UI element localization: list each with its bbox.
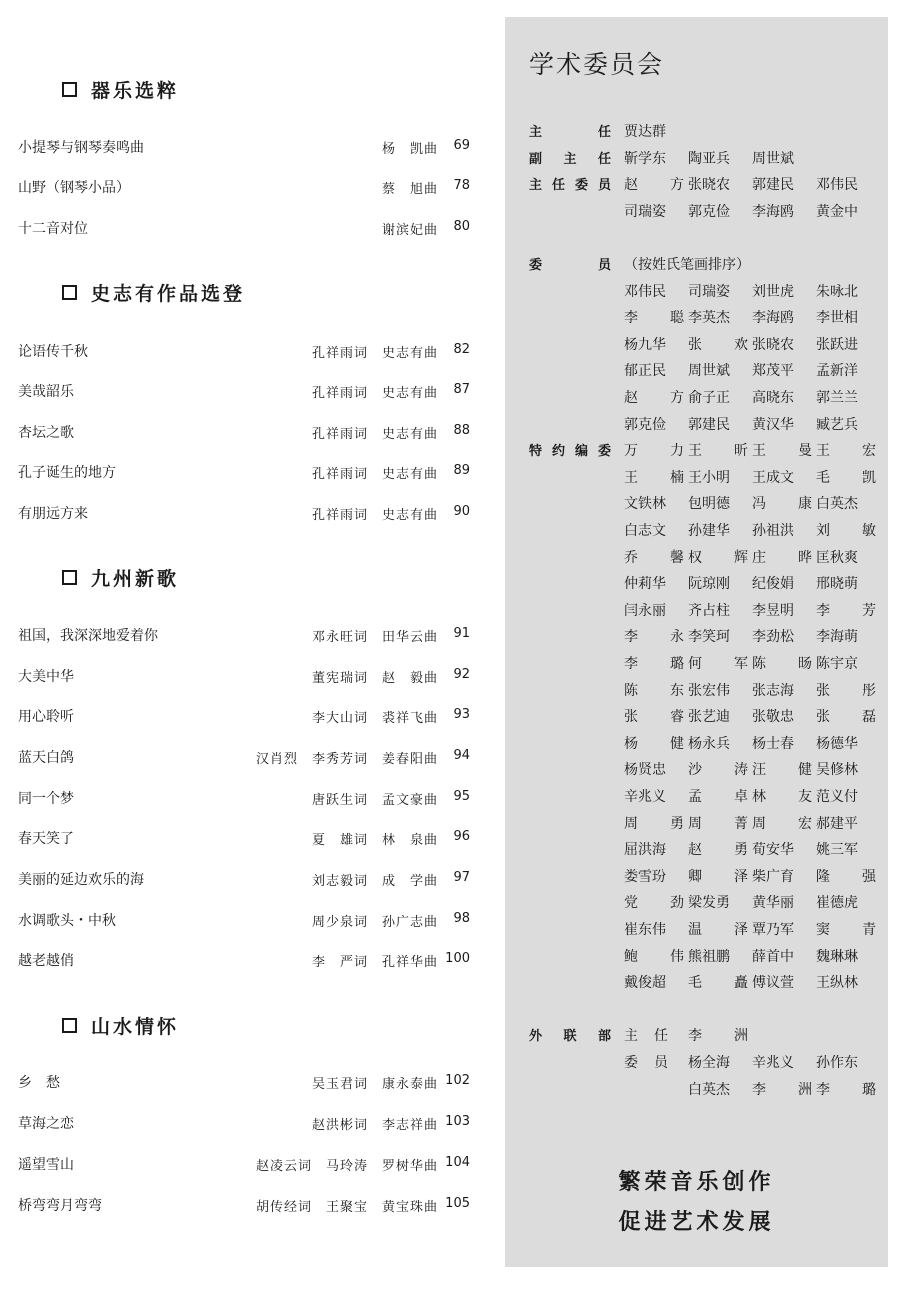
committee-name: 张宏伟 (688, 682, 730, 699)
entry-title: 桥弯弯月弯弯 (18, 1198, 102, 1214)
entry-credit: 蔡 旭曲 (381, 182, 438, 197)
entry-title: 祖国，我深深地爱着你 (18, 628, 158, 644)
committee-name: 王 昕 (688, 443, 748, 460)
special-editors-label: 特 约 编 委 (529, 444, 611, 460)
liaison-label: 外 联 部 (529, 1029, 611, 1045)
entry-title: 美丽的延边欢乐的海 (18, 872, 144, 888)
entry-credit: 赵凌云词 马玲涛 罗树华曲 (255, 1159, 438, 1174)
committee-name: 阮琼刚 (688, 576, 730, 593)
committee-name: 张 磊 (816, 709, 876, 726)
committee-name: 庄 晔 (752, 549, 812, 566)
committee-panel (505, 17, 888, 1267)
committee-name: 李 芳 (816, 602, 876, 619)
entry-page: 97 (453, 870, 470, 885)
committee-name: 俞子正 (688, 390, 730, 406)
committee-name: 辛兆义 (624, 789, 666, 805)
committee-name: 孙建华 (688, 523, 730, 539)
committee-name: 李昱明 (752, 602, 794, 619)
committee-name: 李 璐 (624, 656, 684, 672)
committee-name: 周 勇 (624, 815, 684, 832)
entry-credit: 唐跃生词 孟文豪曲 (311, 793, 438, 808)
committee-name: 司瑞姿 (688, 283, 730, 300)
committee-name: 孙作东 (816, 1055, 858, 1071)
entry-page: 89 (453, 463, 470, 478)
entry-credit: 孔祥雨词 史志有曲 (311, 427, 438, 442)
committee-name: 魏琳琳 (816, 948, 858, 965)
committee-name: 李 永 (624, 629, 684, 646)
entry-page: 95 (453, 789, 470, 804)
entry-title: 有朋远方来 (18, 506, 88, 522)
committee-name: 权 辉 (688, 549, 748, 566)
toc-entry[interactable] (18, 137, 470, 159)
committee-name: 郭建民 (752, 177, 794, 194)
committee-name: 臧艺兵 (816, 416, 858, 433)
committee-name: 张 睿 (624, 709, 684, 726)
committee-name: 王 宏 (816, 443, 876, 460)
committee-name: 李 璐 (816, 1081, 876, 1098)
toc-entry[interactable] (18, 747, 470, 769)
toc-entry[interactable] (18, 666, 470, 688)
members-label: 委 员 (529, 258, 611, 273)
entry-page: 104 (445, 1155, 470, 1170)
committee-name: 孟 卓 (688, 789, 748, 805)
entry-credit: 董宪瑞词 赵 毅曲 (311, 671, 438, 686)
entry-title: 同一个梦 (18, 791, 74, 807)
toc-entry[interactable] (18, 422, 470, 444)
committee-name: 覃乃军 (752, 922, 794, 938)
section-title: 山水情怀 (91, 1016, 180, 1038)
section-title: 器乐选粹 (91, 80, 180, 102)
entry-page: 91 (453, 626, 470, 641)
entry-page: 92 (453, 667, 470, 682)
toc-entry[interactable] (18, 218, 470, 240)
entry-page: 93 (453, 707, 470, 722)
entry-credit: 刘志毅词 成 学曲 (311, 874, 438, 889)
committee-name: 荀安华 (752, 842, 794, 859)
committee-name: 司瑞姿 (624, 203, 666, 220)
committee-name: 乔 馨 (624, 549, 684, 566)
committee-name: 熊祖鹏 (688, 948, 730, 965)
committee-name: 万 力 (624, 443, 684, 460)
committee-name: 匡秋爽 (816, 549, 858, 566)
toc-entry[interactable] (18, 788, 470, 810)
toc-entry[interactable] (18, 910, 470, 932)
entry-title: 十二音对位 (18, 221, 88, 237)
committee-name: 杨九华 (624, 336, 666, 353)
committee-name: 王纵林 (816, 975, 858, 992)
entry-credit: 邓永旺词 田华云曲 (311, 630, 438, 645)
committee-name: 齐占柱 (688, 602, 730, 619)
committee-name: 周 菁 (688, 815, 748, 832)
committee-name: 李劲松 (752, 629, 794, 646)
toc-entry[interactable] (18, 1113, 470, 1135)
toc-entry[interactable] (18, 625, 470, 647)
entry-credit: 胡传经词 王聚宝 黄宝珠曲 (255, 1200, 438, 1215)
section-title: 九州新歌 (91, 568, 180, 590)
entry-title: 山野（钢琴小品） (18, 180, 130, 196)
toc-entry[interactable] (18, 828, 470, 850)
checkbox-square-icon (62, 1018, 77, 1033)
director-committee-label: 主 任 委 员 (529, 178, 611, 194)
committee-name: 柴广育 (752, 868, 794, 885)
section-heading (62, 564, 179, 591)
committee-name: 傅议萱 (752, 975, 794, 992)
committee-name: 杨贤忠 (624, 762, 666, 779)
toc-entry[interactable] (18, 950, 470, 972)
liaison-director-label: 主 任 (624, 1028, 668, 1045)
entry-credit: 孔祥雨词 史志有曲 (311, 467, 438, 482)
committee-name: 李 洲 (688, 1028, 748, 1045)
entry-credit: 孔祥雨词 史志有曲 (311, 346, 438, 361)
entry-title: 杏坛之歌 (18, 425, 74, 441)
entry-title: 草海之恋 (18, 1116, 74, 1132)
toc-entry[interactable] (18, 1154, 470, 1176)
committee-name: 张 彤 (816, 682, 876, 699)
committee-name: 周世斌 (752, 150, 794, 167)
entry-page: 90 (453, 504, 470, 519)
committee-name: 张敬忠 (752, 709, 794, 726)
committee-name: 贾达群 (624, 124, 666, 140)
entry-title: 越老越俏 (18, 953, 74, 969)
entry-credit: 孔祥雨词 史志有曲 (311, 386, 438, 401)
committee-name: 李笑珂 (688, 629, 730, 646)
committee-name: 王小明 (688, 469, 730, 486)
committee-name: 王 曼 (752, 443, 812, 460)
committee-name: 冯 康 (752, 496, 812, 513)
entry-credit: 孔祥雨词 史志有曲 (311, 508, 438, 523)
committee-name: 娄雪玢 (624, 868, 666, 885)
toc-entry[interactable] (18, 869, 470, 891)
entry-page: 96 (453, 829, 470, 844)
entry-credit: 李 严词 孔祥华曲 (311, 955, 438, 970)
committee-name: 姚三军 (816, 842, 858, 859)
committee-name: 郭建民 (688, 416, 730, 433)
committee-name: 邓伟民 (624, 283, 666, 300)
entry-page: 98 (453, 911, 470, 926)
entry-title: 蓝天白鸽 (18, 750, 74, 766)
director-label: 主 任 (529, 125, 611, 140)
committee-name: 郁正民 (624, 363, 666, 380)
entry-credit: 赵洪彬词 李志祥曲 (311, 1118, 438, 1133)
entry-page: 82 (453, 342, 470, 357)
committee-name: 沙 涛 (688, 762, 748, 779)
committee-name: 周 宏 (752, 815, 812, 832)
committee-name: 杨士春 (752, 735, 794, 752)
committee-name: 汪 健 (752, 762, 812, 779)
committee-name: 文铁林 (624, 496, 666, 513)
committee-name: 杨永兵 (688, 735, 730, 752)
committee-name: 白志文 (624, 523, 666, 539)
committee-name: 梁发勇 (688, 895, 730, 912)
committee-name: 黄华丽 (752, 895, 794, 912)
committee-name: 仲莉华 (624, 576, 666, 593)
committee-name: 张晓农 (752, 336, 794, 353)
committee-name: 张 欢 (688, 336, 748, 353)
members-note: （按姓氏笔画排序） (624, 257, 750, 273)
section-heading (62, 279, 245, 306)
committee-name: 孟新洋 (816, 363, 858, 380)
entry-title: 水调歌头・中秋 (18, 913, 116, 929)
committee-name: 屈洪海 (624, 842, 666, 859)
entry-credit: 李大山词 裘祥飞曲 (311, 711, 438, 726)
section-title: 史志有作品选登 (91, 283, 246, 305)
committee-name: 张晓农 (688, 177, 730, 194)
committee-name: 白英杰 (816, 496, 858, 513)
committee-name: 孙祖洪 (752, 523, 794, 539)
committee-name: 毛 矗 (688, 975, 748, 992)
committee-name: 高晓东 (752, 390, 794, 406)
committee-name: 薛首中 (752, 948, 794, 965)
committee-name: 王成文 (752, 469, 794, 486)
committee-name: 郭克俭 (688, 203, 730, 220)
committee-name: 毛 凯 (816, 469, 876, 486)
toc-entry[interactable] (18, 341, 470, 363)
toc-entry[interactable] (18, 1072, 470, 1094)
entry-page: 88 (453, 423, 470, 438)
committee-name: 李海鸥 (752, 203, 794, 220)
committee-name: 崔德虎 (816, 895, 858, 912)
committee-title: 学术委员会 (529, 50, 665, 79)
committee-name: 李海萌 (816, 629, 858, 646)
committee-name: 陈宇京 (816, 656, 858, 672)
committee-name: 范义付 (816, 789, 858, 805)
section-heading (62, 76, 179, 103)
entry-page: 87 (453, 382, 470, 397)
entry-page: 94 (453, 748, 470, 763)
entry-page: 69 (453, 138, 470, 153)
committee-name: 靳学东 (624, 150, 666, 167)
toc-entry[interactable] (18, 503, 470, 525)
liaison-members-label: 委 员 (624, 1055, 668, 1071)
entry-page: 102 (445, 1073, 470, 1088)
section-heading (62, 1012, 179, 1039)
committee-name: 郭克俭 (624, 416, 666, 433)
toc-entry[interactable] (18, 177, 470, 199)
committee-name: 李世相 (816, 310, 858, 327)
entry-page: 105 (445, 1196, 470, 1211)
committee-name: 闫永丽 (624, 602, 666, 619)
entry-title: 乡 愁 (18, 1075, 60, 1091)
deputy-label: 副 主 任 (529, 151, 611, 167)
committee-name: 黄金中 (816, 203, 858, 220)
entry-credit: 汉肖烈 李秀芳词 姜春阳曲 (255, 752, 438, 767)
committee-name: 李 聪 (624, 310, 684, 327)
entry-credit: 谢滨妃曲 (381, 223, 438, 238)
committee-name: 刘世虎 (752, 283, 794, 300)
committee-name: 陈 旸 (752, 656, 812, 672)
entry-title: 用心聆听 (18, 709, 74, 725)
committee-name: 陈 东 (624, 682, 684, 699)
committee-name: 赵 方 (624, 177, 684, 194)
entry-title: 小提琴与钢琴奏鸣曲 (18, 140, 144, 156)
committee-name: 周世斌 (688, 363, 730, 380)
entry-title: 遥望雪山 (18, 1157, 74, 1173)
committee-name: 邓伟民 (816, 177, 858, 194)
committee-name: 吴修林 (816, 762, 858, 779)
committee-name: 杨全海 (688, 1055, 730, 1071)
committee-name: 郑茂平 (752, 363, 794, 380)
committee-name: 窦 青 (816, 922, 876, 938)
committee-name: 陶亚兵 (688, 150, 730, 167)
committee-name: 黄汉华 (752, 416, 794, 433)
committee-name: 张志海 (752, 682, 794, 699)
committee-name: 鲍 伟 (624, 948, 684, 965)
entry-page: 103 (445, 1114, 470, 1129)
committee-name: 包明德 (688, 496, 730, 513)
entry-page: 80 (453, 219, 470, 234)
entry-credit: 杨 凯曲 (381, 142, 438, 157)
committee-name: 杨德华 (816, 735, 858, 752)
committee-name: 卿 泽 (688, 868, 748, 885)
committee-name: 赵 勇 (688, 842, 748, 859)
committee-name: 杨 健 (624, 735, 684, 752)
committee-name: 李英杰 (688, 310, 730, 327)
slogan-line-2: 促进艺术发展 (618, 1210, 775, 1235)
committee-name: 崔东伟 (624, 922, 666, 938)
entry-title: 大美中华 (18, 669, 74, 685)
committee-name: 林 友 (752, 789, 812, 805)
slogan-line-1: 繁荣音乐创作 (618, 1170, 775, 1195)
checkbox-square-icon (62, 82, 77, 97)
committee-name: 刘 敏 (816, 523, 876, 539)
committee-name: 郝建平 (816, 815, 858, 832)
checkbox-square-icon (62, 570, 77, 585)
toc-entry[interactable] (18, 462, 470, 484)
committee-name: 赵 方 (624, 390, 684, 406)
committee-name: 张跃进 (816, 336, 858, 353)
entry-page: 100 (445, 951, 470, 966)
toc-entry[interactable] (18, 381, 470, 403)
entry-credit: 吴玉君词 康永泰曲 (311, 1077, 438, 1092)
committee-name: 白英杰 (688, 1081, 730, 1098)
entry-page: 78 (453, 178, 470, 193)
committee-name: 李 洲 (752, 1081, 812, 1098)
entry-credit: 夏 雄词 林 泉曲 (311, 833, 438, 848)
entry-title: 论语传千秋 (18, 344, 88, 360)
committee-name: 李海鸥 (752, 310, 794, 327)
toc-entry[interactable] (18, 706, 470, 728)
toc-entry[interactable] (18, 1195, 470, 1217)
committee-name: 郭兰兰 (816, 390, 858, 406)
entry-credit: 周少泉词 孙广志曲 (311, 915, 438, 930)
committee-name: 王 楠 (624, 469, 684, 486)
committee-name: 朱咏北 (816, 283, 858, 300)
entry-title: 孔子诞生的地方 (18, 465, 116, 481)
committee-name: 纪俊娟 (752, 576, 794, 593)
entry-title: 春天笑了 (18, 831, 74, 847)
committee-name: 戴俊超 (624, 975, 666, 992)
committee-name: 隆 强 (816, 868, 876, 885)
entry-title: 美哉韶乐 (18, 384, 74, 400)
committee-name: 邢晓萌 (816, 576, 858, 593)
committee-name: 张艺迪 (688, 709, 730, 726)
committee-name: 辛兆义 (752, 1055, 794, 1071)
checkbox-square-icon (62, 285, 77, 300)
committee-name: 党 劲 (624, 895, 684, 912)
committee-name: 何 军 (688, 656, 748, 672)
committee-name: 温 泽 (688, 922, 748, 938)
